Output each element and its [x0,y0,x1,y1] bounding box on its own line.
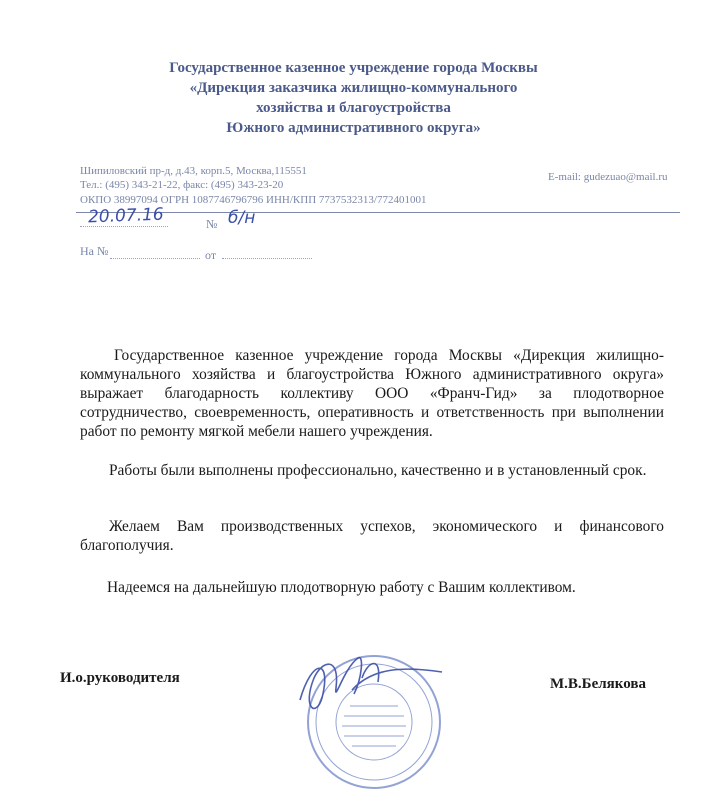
handwritten-number: б/н [228,208,256,228]
address: Шипиловский пр-д, д.43, корп.5, Москва,115551 [80,165,307,177]
ot-date-line [222,258,312,259]
signatory-name: М.В.Белякова [550,676,646,692]
org-name-line1: Государственное казенное учреждение города Москвы [169,60,538,76]
org-name-line4: Южного административного округа» [226,120,481,136]
na-label: На № [80,244,109,258]
ot-label: от [205,248,217,262]
official-stamp [292,638,452,798]
email: E-mail: gudezuao@mail.ru [548,171,668,183]
letter-paragraph-1: Государственное казенное учреждение города Москвы «Дирекция жилищно-коммунального хозяйства и благоустройства Южного административного округа» выражает благодарность коллективу ООО «Франч-Гид» за плодотворное сотрудничество, своевременность, оперативность и ответственность при выполнении работ по ремонту мягкой мебели нашего учреждения. [80,347,664,440]
letter-paragraph-2: Работы были выполнены профессионально, качественно и в установленный срок. [109,462,647,479]
signatory-position: И.о.руководителя [60,670,180,686]
handwritten-date: 20.07.16 [87,204,165,228]
na-number-line [110,258,200,259]
org-name-line3: хозяйства и благоустройства [256,100,451,116]
phone-fax: Тел.: (495) 343-21-22, факс: (495) 343-23-20 [80,179,284,191]
org-name-line2: «Дирекция заказчика жилищно-коммунального [189,80,518,96]
date-underline [80,226,168,227]
letterhead [0,58,707,138]
registration-codes: ОКПО 38997094 ОГРН 1087746796796 ИНН/КПП 7737532313/772401001 [80,194,427,206]
number-sign: № [206,217,218,231]
header-divider [76,212,680,213]
letter-paragraph-3: Желаем Вам производственных успехов, экономического и финансового благополучия. [80,518,664,554]
letter-paragraph-4: Надеемся на дальнейшую плодотворную работу с Вашим коллективом. [107,579,576,596]
